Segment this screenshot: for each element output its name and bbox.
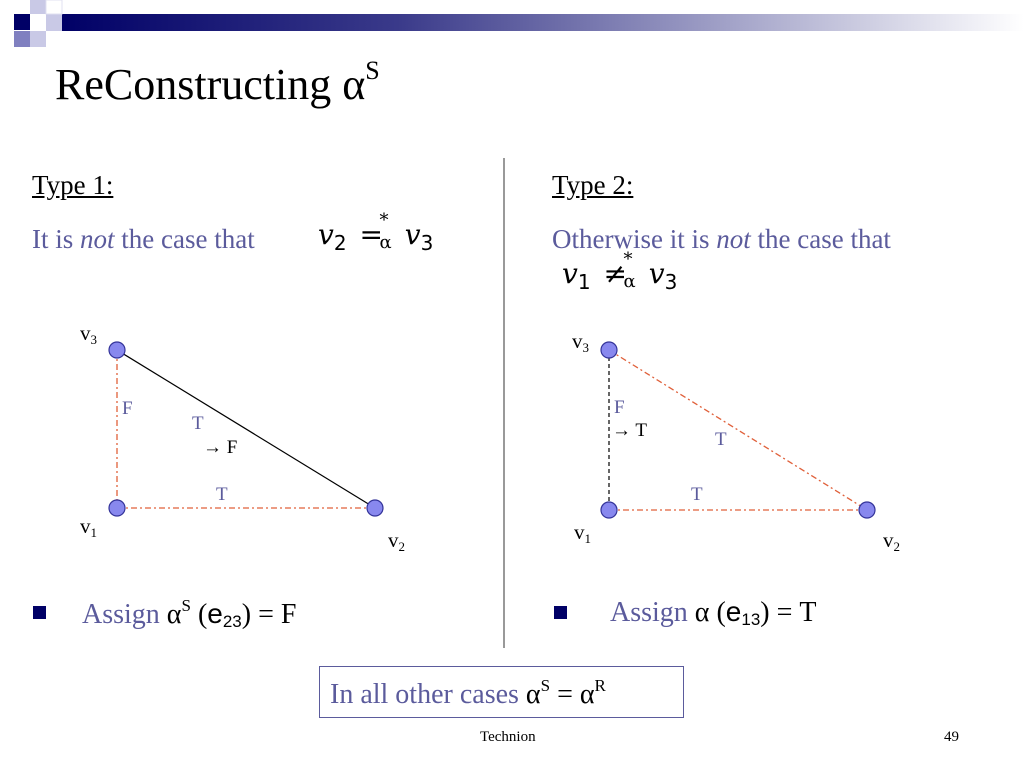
page-number: 49 — [944, 729, 959, 745]
type2-description: Otherwise it is not the case that — [552, 224, 891, 254]
header-banner — [0, 0, 1024, 60]
edge-v2-v3 — [609, 350, 867, 510]
type2-triangle-diagram — [550, 315, 930, 565]
edge-change-v2-v3: → F — [203, 437, 238, 458]
edge-label-v2-v3: T — [715, 429, 727, 450]
type1-condition-formula: $v_2$ = * α $v_3$ — [318, 210, 434, 255]
type1-triangle-diagram — [60, 315, 440, 565]
node-v1 — [109, 500, 125, 516]
edge-v2-v3 — [117, 350, 375, 508]
edge-change-v1-v3: → T — [612, 420, 648, 441]
type1-description: It is not the case that — [32, 224, 255, 254]
slide-title: ReConstructing $\alpha^S$ — [55, 56, 380, 109]
node-v3 — [601, 342, 617, 358]
label-v2: v2 — [388, 528, 405, 554]
bullet-marker — [33, 606, 46, 619]
type1-label: Type 1: — [32, 170, 114, 200]
type2-label: Type 2: — [552, 170, 634, 200]
type1-assignment: Assign $\alpha^S$ $(e_{23}) = F$ — [82, 596, 297, 631]
type2-condition-formula: $v_1$ ≠ * α $v_3$ — [562, 249, 678, 294]
node-v2 — [367, 500, 383, 516]
column-divider — [503, 158, 505, 648]
label-v2: v2 — [883, 528, 900, 554]
edge-label-v1-v3: F — [614, 397, 625, 418]
label-v3: v3 — [572, 329, 589, 355]
edge-label-v1-v3: F — [122, 398, 133, 419]
node-v1 — [601, 502, 617, 518]
label-v3: v3 — [80, 321, 97, 347]
bullet-marker — [554, 606, 567, 619]
summary-text: In all other cases $\alpha^S = \alpha^R$ — [330, 676, 606, 710]
footer-institution: Technion — [480, 729, 536, 745]
label-v1: v1 — [574, 520, 591, 546]
edge-label-v1-v2: T — [691, 484, 703, 505]
node-v2 — [859, 502, 875, 518]
edge-label-v1-v2: T — [216, 484, 228, 505]
type2-assignment: Assign α $(e_{13}) = T$ — [610, 596, 817, 629]
node-v3 — [109, 342, 125, 358]
edge-label-v2-v3: T — [192, 413, 204, 434]
label-v1: v1 — [80, 514, 97, 540]
